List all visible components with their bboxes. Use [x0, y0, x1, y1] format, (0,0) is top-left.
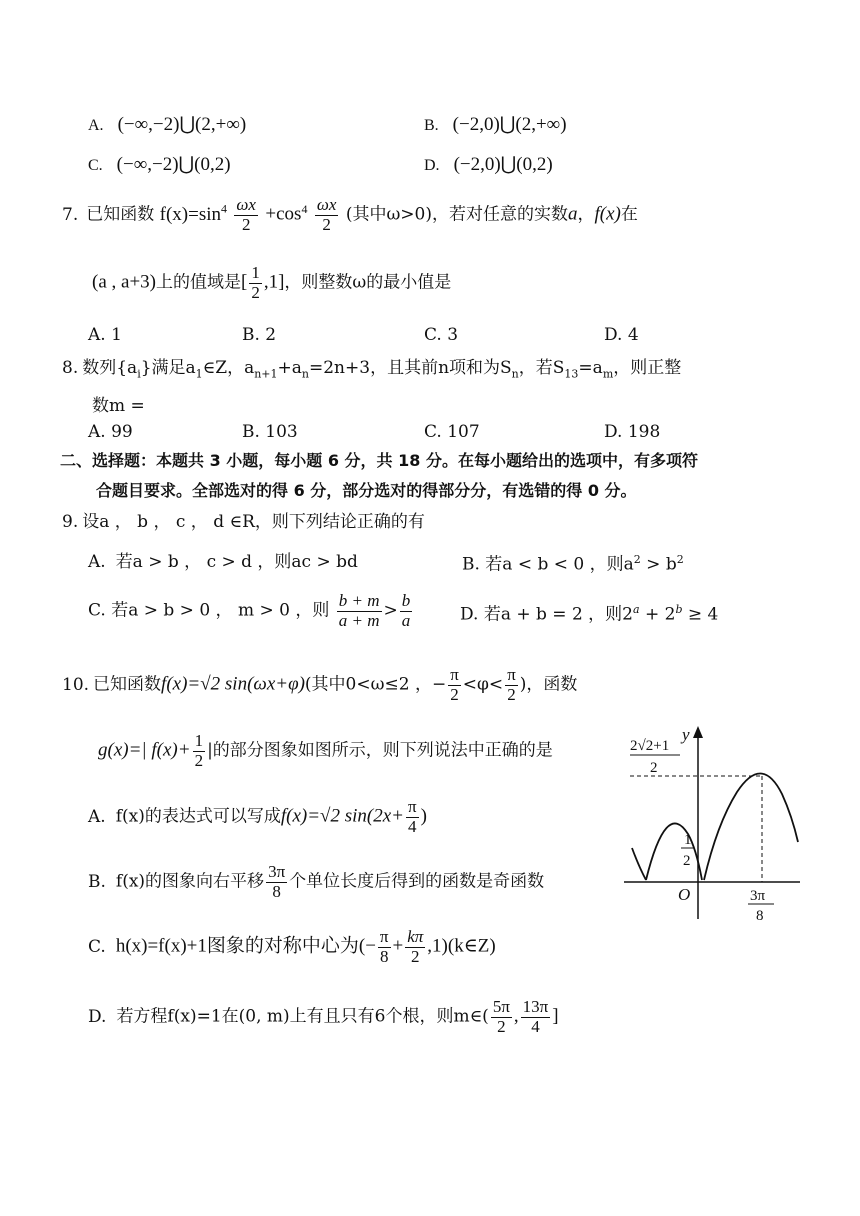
q6-option-a-text: (−∞,−2)⋃(2,+∞) [117, 114, 247, 135]
q10-cond-b: <φ< [462, 674, 504, 695]
q8-option-c: C. 107 [424, 422, 480, 442]
q7-var-a: a [568, 203, 578, 225]
q8-number: 8. [62, 358, 79, 378]
q10-frac-2: $\frac{\pi}{2}$ [507, 665, 516, 704]
section2-line1: 二、选择题：本题共 3 小题，每小题 6 分，共 18 分。在每小题给出的选项中，有多项符 [60, 451, 698, 470]
y-axis-label: y [682, 725, 690, 744]
q8-sub-n2: n [511, 367, 519, 381]
q10-option-c-frac2: $\frac{k\pi}{2}$ [407, 927, 424, 966]
q10-option-c-frac1: $\frac{\pi}{8}$ [379, 927, 389, 966]
q9-option-c-gt: > [383, 600, 398, 621]
q6-option-b-text: (−2,0)⋃(2,+∞) [452, 114, 567, 135]
q7-range-left: [ [241, 271, 248, 293]
q8-option-d: D. 198 [604, 422, 661, 442]
q10-option-a-frac: $\frac{\pi}{4}$ [407, 797, 417, 836]
q7-comma: ， [577, 204, 595, 225]
q8-t2: }满足a [140, 358, 196, 378]
q10-option-d-text: 若方程f(x)=1在(0, m)上有且只有6个根，则m∈( [116, 1006, 489, 1027]
curve-right-arch [704, 773, 798, 880]
peak-label-numerator: 2√2+1 [630, 738, 670, 754]
q6-option-c-text: (−∞,−2)⋃(0,2) [116, 154, 231, 175]
q8-stem [62, 360, 681, 379]
q7-option-b: B. 2 [242, 325, 277, 345]
y-axis-arrow [693, 726, 703, 738]
curve-left-tail [632, 848, 646, 880]
q7-range-text: 上的值域是 [156, 272, 241, 293]
q9-option-d-text: D. 若a + b = 2 ，则2 [460, 604, 633, 625]
q6-option-c [88, 155, 231, 174]
half-label-numerator: 1 [684, 832, 692, 848]
q8-sub-13: 13 [564, 367, 579, 381]
q6-option-b [424, 115, 567, 134]
q8-t6: ，若S [518, 358, 565, 378]
q9-stem [62, 514, 425, 531]
q9-option-b-sup2: 2 [676, 553, 684, 566]
q7-option-c: C. 3 [424, 325, 459, 345]
q7-range-right: ,1] [263, 271, 285, 293]
q9-option-d-supb: b [675, 603, 683, 616]
q10-g-def-b: |的部分图象如图所示，则下列说法中正确的是 [207, 740, 553, 761]
q7-zai: 在 [620, 204, 638, 225]
q10-option-d-frac2: $\frac{13\pi}{4}$ [522, 997, 549, 1036]
q10-option-b-frac: $\frac{3\pi}{8}$ [268, 862, 286, 901]
q7-sup: 4 [301, 202, 308, 217]
q10-option-a-close: ) [420, 805, 427, 827]
q7-function: $f(x)=\sin^4$ [159, 201, 228, 225]
section2-line2: 合题目要求。全部选对的得 6 分，部分选对的得部分分，有选错的得 0 分。 [96, 481, 637, 500]
q9-option-d-supa: a [633, 603, 640, 616]
q8-sub-1: 1 [195, 367, 203, 381]
q10-number: 10. [62, 674, 90, 695]
q8-t4: +a [277, 358, 302, 378]
q6-option-a [88, 115, 246, 134]
q7-fx: f(x) [594, 203, 621, 225]
q9-number: 9. [62, 512, 79, 532]
q10-function: f(x)=√2 sin(ωx+φ) [161, 673, 305, 695]
q10-option-c-text: h(x)=f(x)+1图象的对称中心为(− [115, 935, 376, 957]
q7-stem-text: 已知函数 [86, 204, 155, 225]
q8-t5: =2n+3，且其前n项和为S [309, 358, 512, 378]
q9-option-d-mid: + 2 [639, 604, 676, 625]
q7-condition: (其中ω>0)，若对任意的实数 [345, 204, 568, 225]
q6-option-c-label: C. [88, 157, 103, 174]
q9-option-a-text: 若a > b ， c > d ，则ac > bd [115, 552, 358, 572]
q6-option-b-label: B. [424, 117, 439, 134]
q10-g-frac: $\frac{1}{2}$ [194, 731, 204, 770]
q6-option-a-label: A. [88, 117, 104, 134]
q8-option-a: A. 99 [88, 422, 133, 442]
q9-option-d [460, 604, 718, 624]
q9-option-c-frac1: $\frac{b + m}{a + m}$ [338, 591, 380, 630]
q9-option-b-text: B. 若a < b < 0 ，则a [462, 554, 634, 575]
q10-option-b-rest: 个单位长度后得到的函数是奇函数 [289, 871, 545, 892]
q7-stem-line2 [92, 264, 451, 302]
q8-t7: =a [578, 358, 603, 378]
q10-option-c-label: C. [88, 936, 106, 957]
q7-frac-2: $\frac{\omega x}{2}$ [316, 195, 337, 234]
q9-option-c [88, 592, 414, 630]
x-tick-numerator: 3π [750, 888, 766, 904]
q10-option-c-end: ,1)(k∈Z) [427, 935, 496, 957]
q10-cond-a: (其中0<ω≤2 ，− [304, 674, 447, 695]
q7-option-a: A. 1 [88, 325, 122, 345]
q7-plus-cos: +cos [265, 203, 302, 225]
q7-option-d: D. 4 [604, 325, 639, 345]
q7-interval: (a , a+3) [92, 271, 156, 293]
q8-t8: ，则正整 [613, 358, 682, 378]
q7-number: 7. [62, 204, 79, 225]
q6-option-d [424, 155, 553, 174]
q10-stem-text: 已知函数 [93, 674, 162, 695]
q10-option-d-label: D. [88, 1006, 107, 1027]
q10-option-a-expr: f(x)=√2 sin(2x+ [280, 805, 404, 827]
origin-label: O [678, 885, 691, 904]
q10-option-d [88, 998, 559, 1036]
q9-option-b-mid: > b [640, 554, 677, 575]
q8-sub-n1: n+1 [254, 367, 278, 381]
q6-option-d-label: D. [424, 157, 440, 174]
curve-left-arch [646, 823, 702, 880]
q7-frac-1: $\frac{\omega x}{2}$ [236, 195, 256, 234]
q10-option-a-text: f(x)的表达式可以写成 [115, 806, 281, 827]
peak-label-denominator: 2 [650, 760, 658, 776]
q9-option-d-end: ≥ 4 [682, 604, 719, 625]
q8-option-b: B. 103 [242, 422, 298, 442]
q10-option-d-close: ] [552, 1005, 559, 1027]
half-label-denominator: 2 [683, 853, 691, 869]
q10-stem [62, 666, 577, 704]
q10-g-definition [98, 732, 553, 770]
g-graph [622, 724, 802, 924]
q10-option-a [88, 798, 427, 836]
x-tick-denominator: 8 [756, 908, 764, 924]
q9-option-b-sup1: 2 [633, 553, 641, 566]
q9-option-b [462, 554, 684, 574]
q10-option-c-plus: + [392, 935, 404, 957]
q10-option-d-frac1: $\frac{5\pi}{2}$ [492, 997, 510, 1036]
q9-stem-text: 设a ， b ， c ， d ∈R，则下列结论正确的有 [82, 512, 425, 532]
q7-stem [62, 196, 638, 234]
q10-option-c [88, 928, 496, 966]
q8-sub-m: m [602, 367, 614, 381]
q6-option-d-text: (−2,0)⋃(0,2) [453, 154, 553, 175]
q10-option-b [88, 863, 544, 901]
q10-cond-c: )，函数 [519, 674, 578, 695]
q8-t1: 数列{a [82, 358, 138, 378]
q10-option-b-label: B. [88, 871, 106, 892]
q9-option-c-text: C. 若a > b > 0 ， m > 0 ，则 [88, 600, 330, 621]
q9-option-a-label: A. [88, 552, 106, 572]
q10-option-a-label: A. [88, 806, 106, 827]
q10-frac-1: $\frac{\pi}{2}$ [450, 665, 459, 704]
q10-g-def-a: g(x)=| f(x)+ [98, 739, 191, 761]
q9-option-c-frac2: $\frac{b}{a}$ [401, 591, 411, 630]
q10-option-b-text: f(x)的图象向右平移 [115, 871, 265, 892]
q7-range-frac: $\frac{1}{2}$ [251, 263, 260, 302]
q8-t3: ∈Z，a [202, 358, 255, 378]
q9-option-a [88, 554, 358, 571]
q10-option-d-comma: , [513, 1005, 519, 1027]
q8-sub-i: i [137, 367, 141, 381]
q8-sub-n: n [301, 367, 309, 381]
q7-question: ，则整数ω的最小值是 [284, 272, 452, 293]
q8-stem-line2: 数m = [92, 396, 145, 416]
